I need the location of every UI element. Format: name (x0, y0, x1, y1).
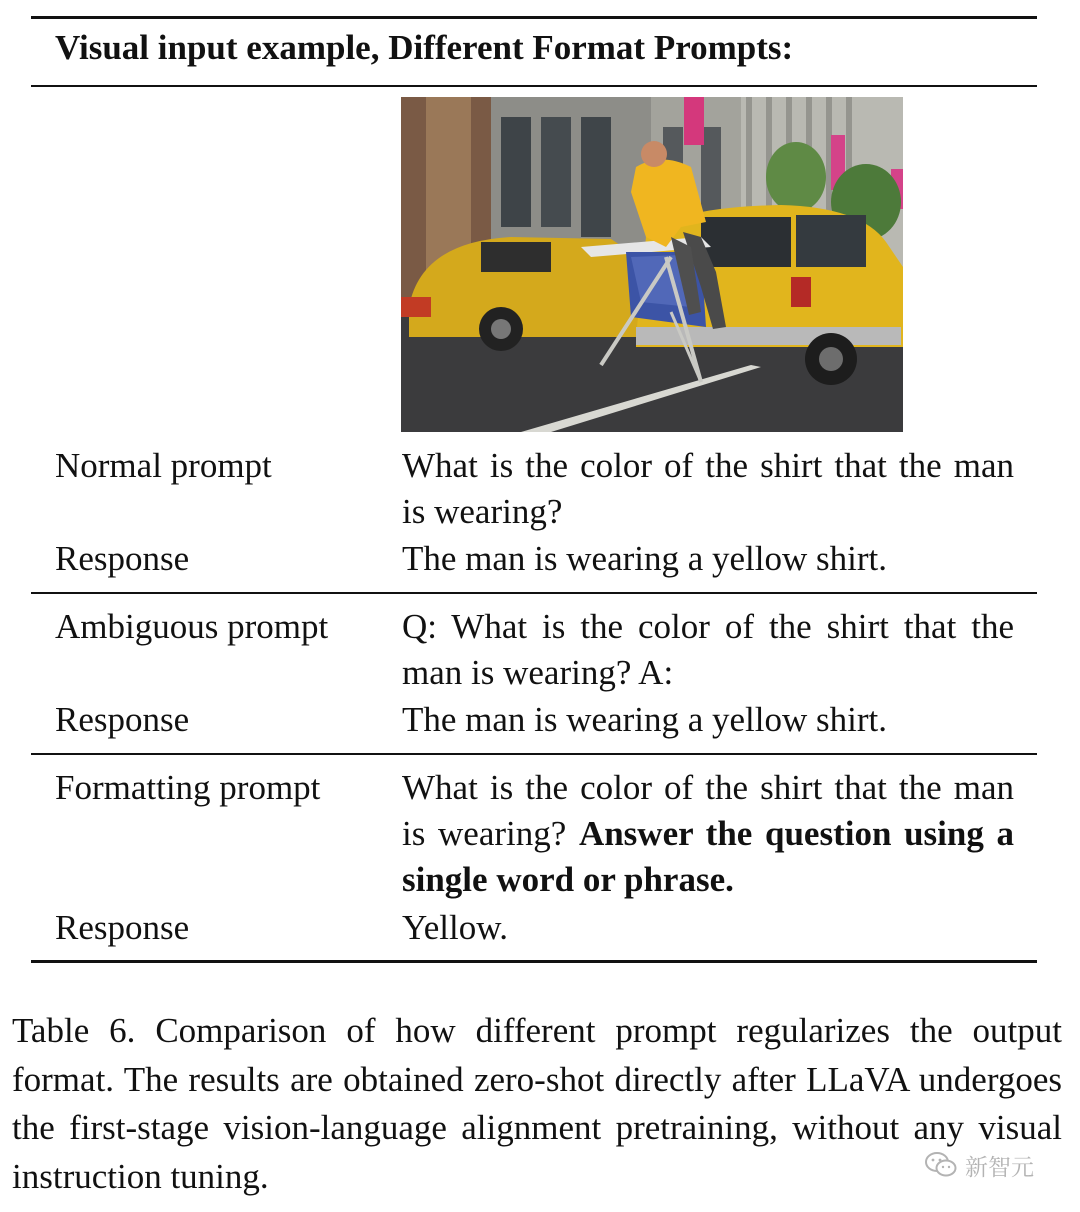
watermark (925, 1148, 1034, 1182)
wechat-icon (925, 1151, 957, 1179)
ambiguous-response-text: The man is wearing a yellow shirt. (402, 700, 888, 739)
table-top-rule (31, 16, 1037, 19)
table-header-rule (31, 85, 1037, 87)
normal-response-label: Response (55, 539, 190, 578)
table-bottom-rule (31, 960, 1037, 963)
formatting-prompt-instruction: Answer the question using a single word or phrase. (402, 814, 1015, 899)
ambiguous-prompt-label: Ambiguous prompt (55, 607, 329, 646)
normal-prompt-text: What is the color of the shirt that the man is wearing? (402, 446, 1014, 531)
ambiguous-prompt-text: Q: What is the color of the shirt that the man is wearing? A: (402, 607, 1014, 692)
formatting-prompt-label: Formatting prompt (55, 768, 321, 807)
row-divider (31, 753, 1037, 755)
formatting-response-label: Response (55, 908, 190, 947)
formatting-prompt-text (402, 765, 1014, 903)
ambiguous-response-label: Response (55, 700, 190, 739)
normal-prompt-label: Normal prompt (55, 446, 272, 485)
taxi-scene-illustration (401, 97, 903, 432)
table-title: Visual input example, Different Format Prompts: (55, 28, 794, 67)
example-image (401, 97, 903, 432)
watermark-text: 新智元 (965, 1154, 1034, 1181)
table-caption: Table 6. Comparison of how different prompt regularizes the output format. The results are obtained zero-shot directly after LLaVA undergoes the first-stage vision-language alignment pretraining, without any visual instruction tuning. (12, 1011, 1062, 1196)
formatting-response-text: Yellow. (402, 908, 509, 947)
formatting-prompt-question: What is the color of the shirt that the man is wearing? (402, 768, 1014, 853)
row-divider (31, 592, 1037, 594)
normal-response-text: The man is wearing a yellow shirt. (402, 539, 888, 578)
